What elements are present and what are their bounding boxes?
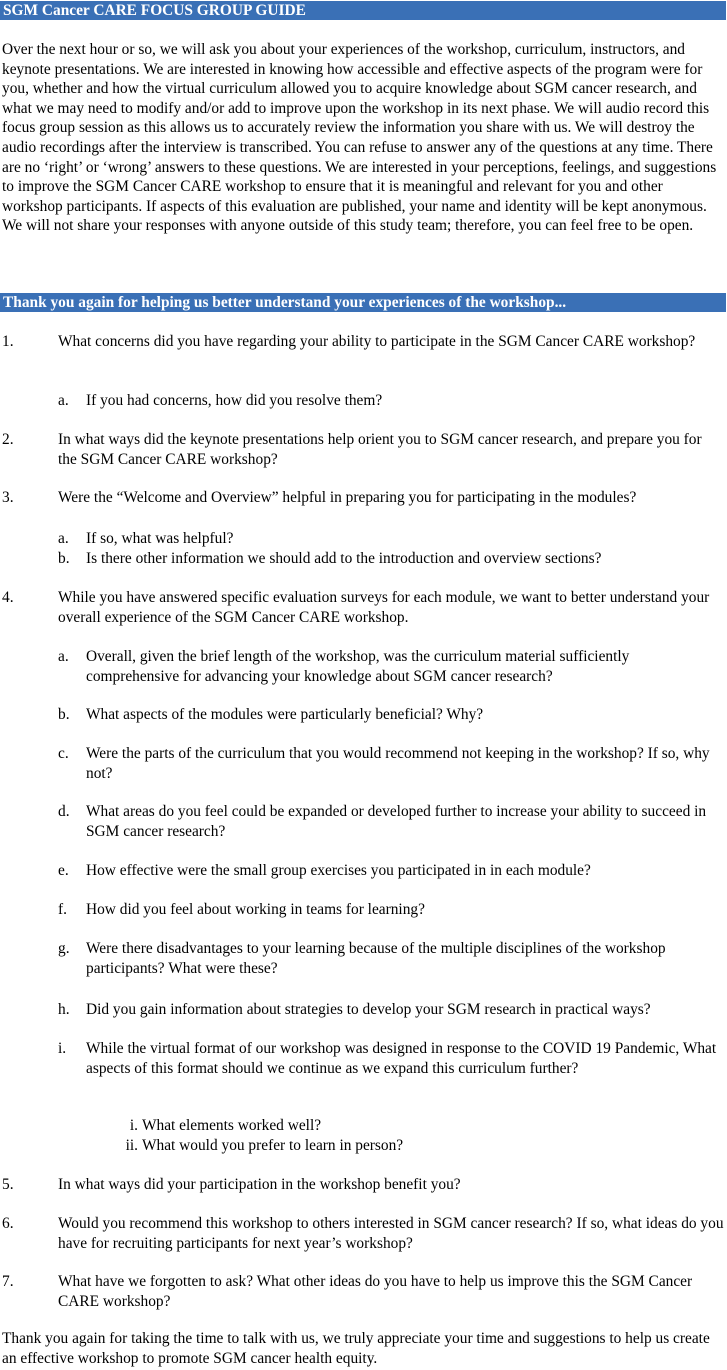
section-banner (0, 293, 726, 312)
roman-sub-question-text: What would you prefer to learn in person? (142, 1137, 404, 1154)
question-text: What concerns did you have regarding your ability to participate in the SGM Cancer CARE workshop? (58, 333, 696, 350)
closing-paragraph: Thank you again for taking the time to talk with us, we truly appreciate your time and suggestions to help us create an effective workshop to promote SGM cancer health equity. (2, 1330, 710, 1367)
question-text: What have we forgotten to ask? What other ideas do you have to help us improve this the SGM Cancer CARE workshop? (58, 1273, 693, 1310)
question-number: 6. (2, 1215, 14, 1232)
sub-question-text: While the virtual format of our workshop was designed in response to the COVID 19 Pandemic, What aspects of this format should we continue as we expand this curriculum further? (86, 1040, 717, 1077)
sub-question-label: h. (58, 1001, 70, 1018)
sub-question-text: If so, what was helpful? (86, 530, 234, 547)
sub-question-label: a. (58, 648, 69, 665)
sub-question-text: Is there other information we should add to the introduction and overview sections? (86, 550, 602, 567)
roman-sub-question-label: i. (129, 1117, 138, 1134)
sub-question-label: c. (58, 745, 69, 762)
sub-question-label: a. (58, 530, 69, 547)
sub-question-label: g. (58, 940, 70, 957)
sub-question-text: What areas do you feel could be expanded or developed further to increase your ability to succeed in SGM cancer research? (86, 803, 707, 840)
sub-question-text: Overall, given the brief length of the workshop, was the curriculum material sufficiently comprehensive for advancing your knowledge about SGM cancer research? (86, 648, 630, 685)
sub-question-text: Were there disadvantages to your learning because of the multiple disciplines of the workshop participants? What were these? (86, 940, 666, 977)
document-title-banner (0, 1, 726, 20)
question-number: 4. (2, 589, 14, 606)
sub-question-text: Did you gain information about strategies to develop your SGM research in practical ways? (86, 1001, 651, 1018)
section-banner-text: Thank you again for helping us better understand your experiences of the workshop... (3, 294, 567, 311)
roman-sub-question-label: ii. (125, 1137, 138, 1154)
sub-question-text: Were the parts of the curriculum that you would recommend not keeping in the workshop? If so, why not? (86, 745, 710, 782)
question-text: In what ways did the keynote presentations help orient you to SGM cancer research, and prepare you for the SGM Cancer CARE workshop? (58, 431, 702, 468)
question-number: 3. (2, 489, 14, 506)
question-text: Were the “Welcome and Overview” helpful in preparing you for participating in the modules? (58, 489, 637, 506)
sub-question-label: d. (58, 803, 70, 820)
question-text: While you have answered specific evaluation surveys for each module, we want to better understand your overall experience of the SGM Cancer CARE workshop. (58, 589, 710, 626)
document-title: SGM Cancer CARE FOCUS GROUP GUIDE (3, 2, 306, 19)
question-text: In what ways did your participation in the workshop benefit you? (58, 1176, 461, 1193)
sub-question-text: If you had concerns, how did you resolve them? (86, 392, 383, 409)
question-number: 2. (2, 431, 14, 448)
question-number: 1. (2, 333, 14, 350)
sub-question-label: a. (58, 392, 69, 409)
sub-question-label: b. (58, 706, 70, 723)
sub-question-label: b. (58, 550, 70, 567)
question-number: 5. (2, 1176, 14, 1193)
sub-question-text: How did you feel about working in teams for learning? (86, 901, 425, 918)
question-text: Would you recommend this workshop to others interested in SGM cancer research? If so, what ideas do you have for recruiting participants for next year’s workshop? (58, 1215, 724, 1252)
sub-question-label: e. (58, 862, 69, 879)
sub-question-label: f. (58, 901, 67, 918)
intro-paragraph: Over the next hour or so, we will ask you about your experiences of the workshop, curriculum, instructors, and keynote presentations. We are interested in knowing how accessible and effective aspects of the program were for you, whether and how the virtual curriculum allowed you to acquire knowledge about SGM cancer research, and what we may need to modify and/or add to improve upon the workshop in its next phase. We will audio record this focus group session as this allows us to accurately review the information you share with us. We will destroy the audio recordings after the interview is transcribed. You can refuse to answer any of the questions at any time. There are no ‘right’ or ‘wrong’ answers to these questions. We are interested in your perceptions, feelings, and suggestions to improve the SGM Cancer CARE workshop to ensure that it is meaningful and relevant for you and other workshop participants. If aspects of this evaluation are published, your name and identity will be kept anonymous. We will not share your responses with anyone outside of this study team; therefore, you can feel free to be open. (2, 41, 717, 235)
sub-question-label: i. (58, 1040, 67, 1057)
sub-question-text: What aspects of the modules were particularly beneficial? Why? (86, 706, 484, 723)
question-number: 7. (2, 1273, 14, 1290)
sub-question-text: How effective were the small group exercises you participated in in each module? (86, 862, 591, 879)
roman-sub-question-text: What elements worked well? (142, 1117, 322, 1134)
